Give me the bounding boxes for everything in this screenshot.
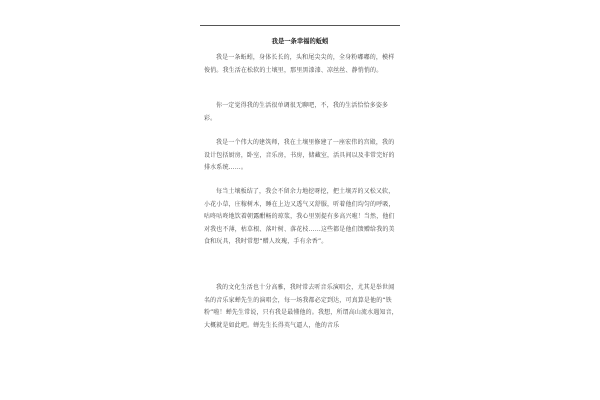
article-title: 我是一条幸福的蚯蚓: [271, 38, 329, 45]
paragraph-5: 我的文化生活也十分高雅，我时常去听音乐演唱会，尤其是举世闻名的音乐家蝉先生的演唱会，每一场我都必定到达，可真算是他的“铁粉”啦！蝉先生常说，只有我是最懂他的。我想，所谓高山流水遇知音，大概就是如此吧。蝉先生长得英气逼人，他的音乐: [204, 284, 398, 329]
paragraph-2: 你一定觉得我的生活很单调很无聊吧，不，我的生活恰恰多姿多彩。: [204, 102, 389, 122]
paragraph-3: 我是一个伟大的建筑师，我在土壤里修建了一座宏伟的宫殿，我的设计包括厨房，卧室，音乐房，书房，储藏室，活具间以及非常完好的排水系统……。: [204, 139, 395, 171]
top-divider: [200, 25, 400, 26]
paragraph-1: 我是一条蚯蚓，身体长长的，头和尾尖尖的，全身粉嘟嘟的，模样俊俏。我生活在松软的土壤里，那里黑漆漆、凉丝丝、静悄悄的。: [204, 54, 395, 74]
paragraph-4: 每当土壤板结了，我会不留余力地挖呀挖，把土壤弄的又松又软，小花小草，庄稼树木，睡在上边又透气又舒服，听着他们均匀的呼吸，咕咚咕咚地饮着朝露酣畅的琼浆，我心里别提有多高兴啦！当然，他们对我也不薄，枯草根、落叶树、落花枝……这些都是他们馈赠给我的美食和玩具，我时常想“赠人玫瑰，手有余香”。: [204, 188, 395, 245]
document-page: [200, 0, 400, 400]
